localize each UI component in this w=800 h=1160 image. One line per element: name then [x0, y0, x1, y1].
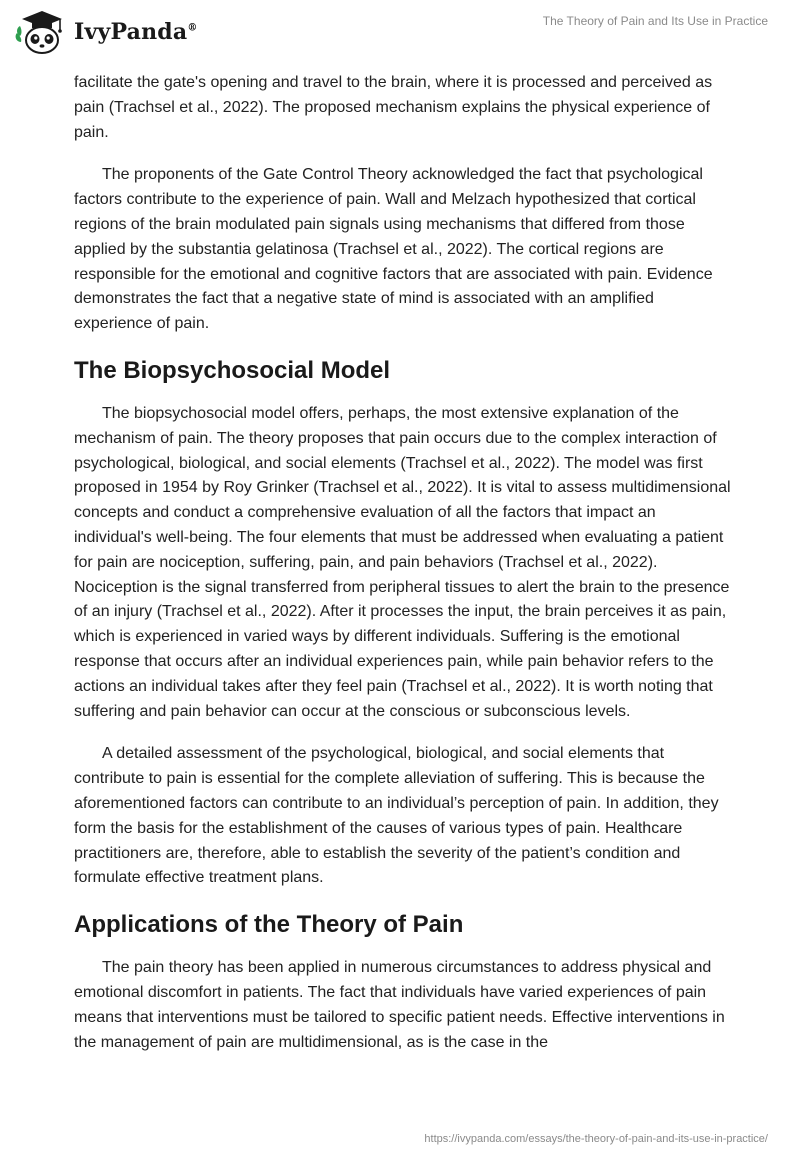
essay-body	[74, 71, 734, 1073]
brand-name: IvyPanda®	[74, 19, 198, 45]
paragraph-gate-opening: facilitate the gate's opening and travel to the brain, where it is processed and perceived as pain (Trachsel et al., 2022). The proposed mechanism explains the physical experience of pain.	[74, 74, 713, 141]
paragraph-applications: The pain theory has been applied in numerous circumstances to address physical and emotional discomfort in patients. The fact that individuals have varied experiences of pain means that interventions must be tailored to specific patient needs. Effective interventions in the management of pain are multidimensional, as is the case in the	[74, 959, 725, 1051]
heading-applications: Applications of the Theory of Pain	[74, 911, 464, 939]
brand-logo[interactable]	[14, 8, 198, 56]
document-title: The Theory of Pain and Its Use in Practice	[542, 14, 768, 28]
source-url[interactable]: https://ivypanda.com/essays/the-theory-of-pain-and-its-use-in-practice/	[424, 1133, 768, 1145]
panda-logo-icon	[14, 8, 70, 56]
paragraph-biopsychosocial: The biopsychosocial model offers, perhaps, the most extensive explanation of the mechanism of pain. The theory proposes that pain occurs due to the complex interaction of psychological, biological, and social elements (Trachsel et al., 2022). The model was first proposed in 1954 by Roy Grinker (Trachsel et al., 2022). It is vital to assess multidimensional concepts and conduct a comprehensive evaluation of all the factors that impact an individual's well-being. The four elements that must be addressed when evaluating a patient for pain are nociception, suffering, pain, and pain behaviors (Trachsel et al., 2022). Nociception is the signal transferred from peripheral tissues to alert the brain to the presence of an injury (Trachsel et al., 2022). After it processes the input, the brain perceives it as pain, which is experienced in varied ways by different individuals. Suffering is the emotional response that occurs after an individual experiences pain, while pain behavior refers to the actions an individual takes after they feel pain (Trachsel et al., 2022). It is worth noting that suffering and pain behavior can occur at the conscious or subconscious levels.	[74, 404, 731, 720]
paragraph-gate-control-theory: The proponents of the Gate Control Theory acknowledged the fact that psychological factors contribute to the experience of pain. Wall and Melzach hypothesized that cortical regions of the brain modulated pain signals using mechanisms that differed from those applied by the substantia gelatinosa (Trachsel et al., 2022). The cortical regions are responsible for the emotional and cognitive factors that are associated with pain. Evidence demonstrates the fact that a negative state of mind is associated with an amplified experience of pain.	[74, 166, 713, 333]
paragraph-assessment: A detailed assessment of the psychological, biological, and social elements that contribute to pain is essential for the complete alleviation of suffering. This is because the aforementioned factors can contribute to an individual’s perception of pain. In addition, they form the basis for the establishment of the causes of various types of pain. Healthcare practitioners are, therefore, able to establish the severity of the patient’s condition and formulate effective treatment plans.	[74, 745, 719, 887]
heading-biopsychosocial-model: The Biopsychosocial Model	[74, 356, 391, 384]
page-header	[0, 0, 800, 64]
